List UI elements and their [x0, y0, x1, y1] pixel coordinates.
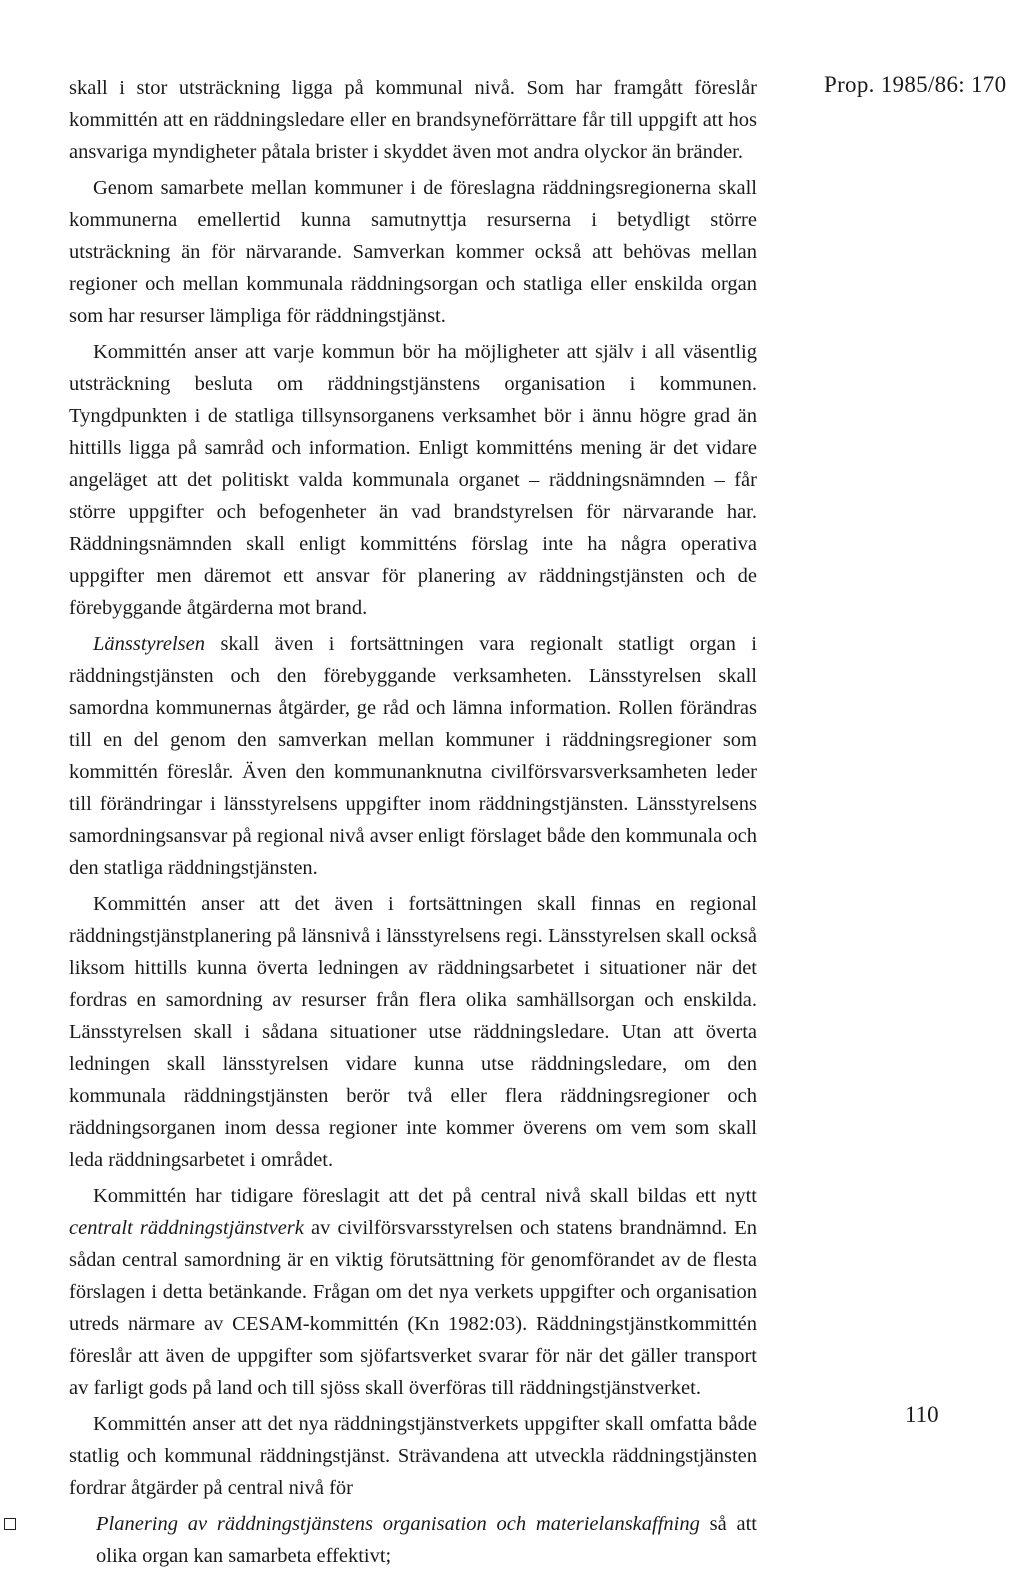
paragraph: Kommittén anser att varje kommun bör ha möjligheter att själv i all väsentlig utsträckning besluta om räddningstjänstens organisation i kommunen. Tyngdpunkten i de statliga tillsynsorganens verksamhet bör i ännu högre grad än hittills ligga på samråd och information. Enligt kommitténs mening är det vidare angeläget att det politiskt valda kommunala organet – räddningsnämnden – får större uppgifter och befogenheter än vad brandstyrelsen för närvarande har. Räddningsnämnden skall enligt kommitténs förslag inte ha några operativa uppgifter men däremot ett ansvar för planering av räddningstjänsten och de förebyggande åtgärderna mot brand.: [69, 341, 757, 619]
paragraph-text: skall även i fortsättningen vara regionalt statligt organ i räddningstjänsten och den förebyggande verksamheten. Länsstyrelsen skall samordna kommunernas åtgärder, ge råd och lämna information. Rollen förändras till en del genom den samverkan mellan kommuner i räddningsregioner som kommittén föreslår. Även den kommunanknutna civilförsvarsverksamheten leder till förändringar i länsstyrelsens uppgifter inom räddningstjänsten. Länsstyrelsens samordningsansvar på regional nivå avser enligt förslaget både den kommunala och den statliga räddningstjänsten.: [69, 633, 757, 879]
italic-term: centralt räddningstjänstverk: [69, 1217, 304, 1239]
paragraph-text: av civilförsvarsstyrelsen och statens brandnämnd. En sådan central samordning är en viktig förutsättning för genomförandet av de flesta förslagen i detta betänkande. Frågan om det nya verkets uppgifter och organisation utreds närmare av CESAM-kommittén (Kn 1982:03). Räddningstjänstkommittén föreslår att även de uppgifter som sjöfartsverket svarar för när det gäller transport av farligt gods på land och till sjöss skall överföras till räddningstjänstverket.: [69, 1217, 757, 1399]
bullet-item: [69, 1508, 757, 1572]
body-text: [69, 72, 757, 1572]
document-reference: Prop. 1985/86: 170: [824, 72, 1007, 97]
bullet-text: så att olika organ kan samarbeta effektivt;: [96, 1513, 757, 1567]
paragraph: Kommittén anser att det nya räddningstjänstverkets uppgifter skall omfatta både statlig och kommunal räddningstjänst. Strävandena att utveckla räddningstjänsten fordrar åtgärder på central nivå för: [69, 1413, 757, 1499]
italic-term: Planering av räddningstjänstens organisation och materielanskaffning: [96, 1513, 700, 1535]
italic-term: Länsstyrelsen: [93, 633, 205, 655]
page-number: 110: [905, 1402, 939, 1427]
paragraph: Genom samarbete mellan kommuner i de föreslagna räddningsregionerna skall kommunerna emellertid kunna samutnyttja resurserna i betydligt större utsträckning än för närvarande. Samverkan kommer också att behövas mellan regioner och mellan kommunala räddningsorgan och statliga eller enskilda organ som har resurser lämpliga för räddningstjänst.: [69, 177, 757, 327]
paragraph: [69, 628, 757, 884]
paragraph: skall i stor utsträckning ligga på kommunal nivå. Som har framgått föreslår kommittén att en räddningsledare eller en brandsyneförrättare får till uppgift att hos ansvariga myndigheter påtala brister i skyddet även mot andra olyckor än bränder.: [69, 77, 757, 163]
paragraph-text: Kommittén har tidigare föreslagit att det på central nivå skall bildas ett nytt: [93, 1185, 757, 1207]
paragraph: Kommittén anser att det även i fortsättningen skall finnas en regional räddningstjänstplanering på länsnivå i länsstyrelsens regi. Länsstyrelsen skall också liksom hittills kunna överta ledningen av räddningsarbetet i situationer när det fordras en samordning av resurser från flera olika samhällsorgan och enskilda. Länsstyrelsen skall i sådana situationer utse räddningsledare. Utan att överta ledningen skall länsstyrelsen vidare kunna utse räddningsledare, om den kommunala räddningstjänsten berör två eller flera räddningsregioner och räddningsorganen inom dessa regioner inte kommer överens om vem som skall leda räddningsarbetet i området.: [69, 893, 757, 1171]
paragraph: [69, 1180, 757, 1404]
checkbox-bullet-icon: [4, 1518, 16, 1530]
